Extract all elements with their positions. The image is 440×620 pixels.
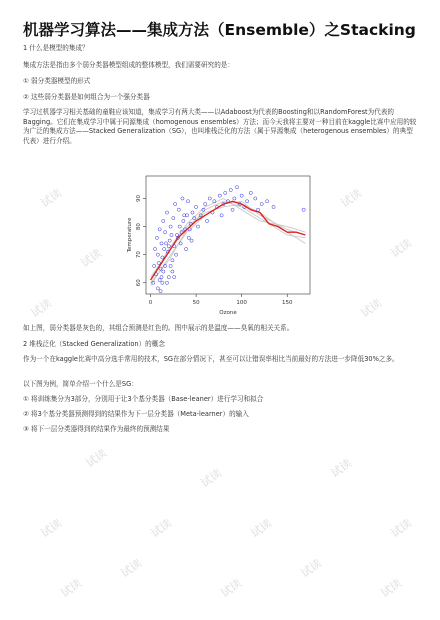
data-point	[236, 186, 239, 189]
paragraph: 如上图，弱分类器是灰色的，其组合预测是红色的。图中展示的是温度——臭氧的相关关系。	[23, 324, 294, 332]
data-point	[156, 287, 159, 290]
data-point	[233, 197, 236, 200]
data-point	[169, 264, 172, 267]
data-point	[256, 208, 259, 211]
data-point	[178, 225, 181, 228]
watermark-text: 试读	[388, 236, 415, 261]
weak-learner-curve	[151, 204, 306, 277]
watermark-text: 试读	[248, 516, 275, 541]
y-tick-label: 80	[136, 223, 142, 231]
x-tick-label: 100	[236, 300, 247, 306]
watermark-text: 试读	[38, 516, 65, 541]
data-point	[208, 197, 211, 200]
data-point	[159, 290, 162, 293]
data-point	[266, 200, 269, 203]
x-tick-label: 0	[148, 300, 153, 306]
data-point	[182, 219, 185, 222]
data-point	[157, 261, 160, 264]
data-point	[224, 191, 227, 194]
data-point	[179, 242, 182, 245]
weak-learner-curve	[151, 199, 306, 281]
y-axis-label: Temperature	[127, 217, 133, 253]
data-point	[254, 197, 257, 200]
watermark-text: 试读	[38, 186, 65, 211]
data-point	[181, 197, 184, 200]
data-point	[272, 205, 275, 208]
watermark-text: 试读	[148, 516, 175, 541]
paragraph: 作为一个在kaggle比赛中高分选手常用的技术，SG在部分情况下，甚至可以让错误率相比当前最好的方法进一步降低30%之多。	[23, 355, 399, 363]
x-tick-label: 50	[192, 300, 200, 306]
watermark-text: 试读	[58, 576, 85, 601]
data-point	[171, 270, 174, 273]
watermark-text: 试读	[328, 456, 355, 481]
paragraph: 以下图为例，简单介绍一个什么是SG：	[23, 380, 138, 388]
data-point	[220, 214, 223, 217]
watermark-text: 试读	[218, 576, 245, 601]
list-item: ① 将训练集分为3部分，分别用于让3个基分类器（Base-leaner）进行学习和拟合	[23, 395, 264, 403]
list-item: ② 这些弱分类器是如何组合为一个强分类器	[23, 93, 150, 101]
data-point	[174, 202, 177, 205]
watermark-text: 试读	[378, 576, 405, 601]
data-point	[240, 194, 243, 197]
data-point	[174, 253, 177, 256]
data-point	[160, 276, 163, 279]
data-point	[155, 236, 158, 239]
data-point	[246, 200, 249, 203]
watermark-text: 试读	[78, 246, 105, 271]
data-point	[161, 281, 164, 284]
x-tick-label: 150	[281, 300, 293, 306]
data-point	[158, 228, 161, 231]
paragraph: 集成方法是指由多个弱分类器模型组成的整体模型，我们需要研究的是：	[23, 61, 234, 69]
plot-frame	[146, 176, 310, 294]
data-point	[162, 270, 165, 273]
y-tick-label: 90	[136, 194, 142, 202]
data-point	[165, 281, 168, 284]
data-point	[191, 211, 194, 214]
watermark-text: 试读	[28, 296, 55, 321]
page-title: 机器学习算法——集成方法（Ensemble）之Stacking	[23, 21, 416, 39]
data-point	[170, 233, 173, 236]
y-tick-label: 70	[136, 251, 142, 259]
data-point	[205, 219, 208, 222]
watermark-text: 试读	[83, 446, 110, 471]
data-point	[156, 253, 159, 256]
data-point	[169, 225, 172, 228]
list-item: ① 弱分类器模型的形式	[23, 77, 91, 85]
data-point	[231, 208, 234, 211]
list-item: ③ 将下一层分类器得到的结果作为最终的预测结果	[23, 425, 170, 433]
ozone-temperature-chart	[118, 168, 318, 318]
x-axis-label: Ozone	[219, 310, 237, 316]
section-heading-2: 2 堆栈泛化（Stacked Generalization）的概念	[23, 340, 165, 348]
section-heading-1: 1 什么是模型的集成？	[23, 44, 89, 52]
data-point	[195, 205, 198, 208]
watermark-text: 试读	[338, 186, 365, 211]
data-point	[204, 202, 207, 205]
y-tick-label: 60	[136, 279, 142, 287]
watermark-text: 试读	[388, 516, 415, 541]
data-point	[229, 188, 232, 191]
data-point	[171, 259, 174, 262]
paragraph: 学习过机器学习相关基础的童鞋应该知道，集成学习有两大类——以Adaboost为代表的Boosting和以RandomForest为代表的Bagging。它们在集成学习中属于同源集成（homogenous ensembles）方法；而今天我将主要对一种目前在kaggle比赛中应用的较为广泛的集成方法——Stacked Generalization（SG），也叫堆栈泛化的方法（属于异源集成（heterogenous ensembles）的典型代表）进行介绍。	[23, 108, 417, 145]
data-point	[175, 233, 178, 236]
data-point	[167, 245, 170, 248]
data-point	[190, 239, 193, 242]
watermark-text: 试读	[358, 296, 385, 321]
data-point	[218, 194, 221, 197]
data-point	[177, 208, 180, 211]
data-point	[163, 247, 166, 250]
ensemble-curve	[151, 201, 306, 280]
watermark-text: 试读	[298, 556, 325, 581]
data-point	[302, 208, 305, 211]
data-point	[165, 211, 168, 214]
data-point	[260, 202, 263, 205]
watermark-text: 试读	[118, 556, 145, 581]
data-point	[196, 225, 199, 228]
data-point	[164, 242, 167, 245]
data-point	[172, 217, 175, 220]
data-point	[249, 191, 252, 194]
watermark-text: 试读	[198, 466, 225, 491]
data-point	[153, 264, 156, 267]
data-point	[184, 247, 187, 250]
data-point	[168, 239, 171, 242]
data-point	[164, 231, 167, 234]
data-point	[167, 276, 170, 279]
data-point	[173, 276, 176, 279]
data-point	[160, 242, 163, 245]
data-point	[162, 219, 165, 222]
data-point	[186, 200, 189, 203]
data-point	[154, 247, 157, 250]
data-point	[187, 236, 190, 239]
list-item: ② 将3个基分类器预测得到的结果作为下一层分类器（Meta-learner）的输入	[23, 410, 249, 418]
